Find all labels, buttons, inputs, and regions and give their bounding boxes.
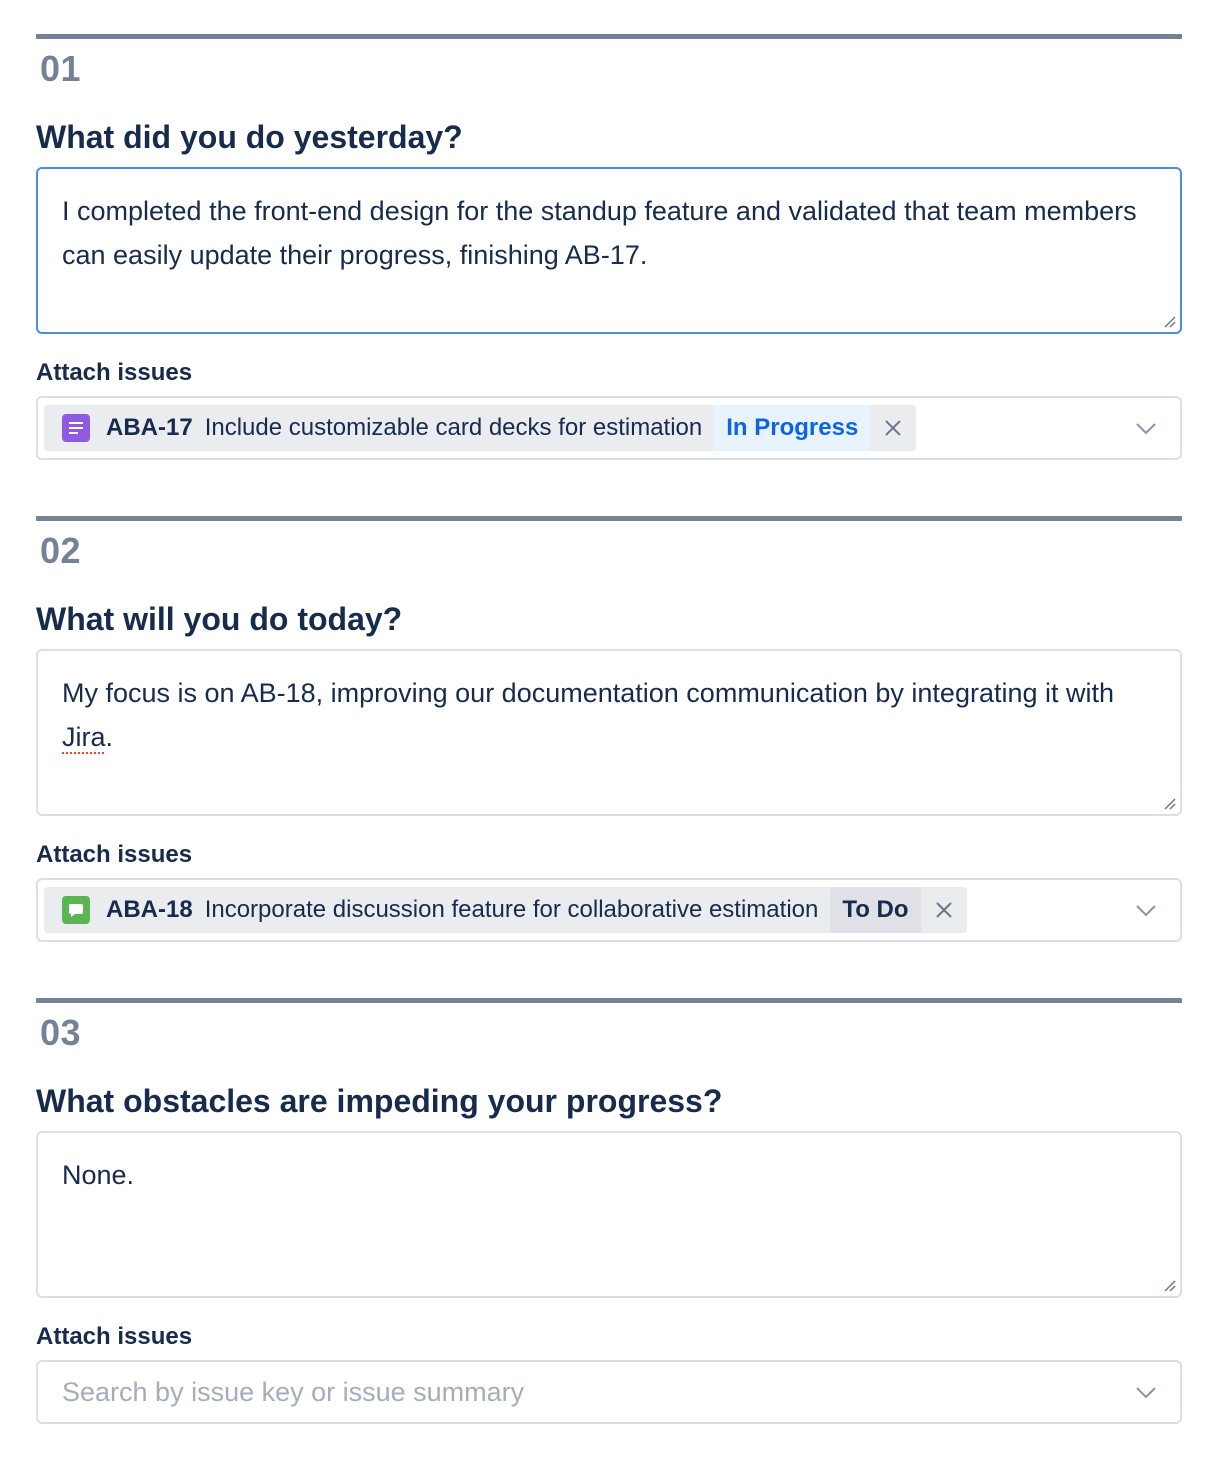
issue-summary: Include customizable card decks for estimation xyxy=(204,414,703,441)
section-divider xyxy=(36,34,1182,39)
question-heading: What obstacles are impeding your progress? xyxy=(36,1083,723,1119)
story-icon xyxy=(62,414,90,442)
question-heading: What will you do today? xyxy=(36,601,403,637)
issue-chip xyxy=(44,887,967,933)
attach-issues-select[interactable] xyxy=(36,878,1182,942)
issue-summary: Incorporate discussion feature for collaborative estimation xyxy=(204,896,819,923)
attach-issues-label: Attach issues xyxy=(36,841,193,868)
chevron-down-icon[interactable] xyxy=(1134,898,1158,922)
search-placeholder: Search by issue key or issue summary xyxy=(62,1376,525,1407)
section-number: 01 xyxy=(40,48,82,89)
chevron-down-icon[interactable] xyxy=(1134,416,1158,440)
chat-icon xyxy=(62,896,90,924)
attach-issues-label: Attach issues xyxy=(36,359,193,386)
standup-section-yesterday xyxy=(36,34,1182,460)
issue-key: ABA-18 xyxy=(106,896,193,923)
answer-text xyxy=(62,671,1156,759)
section-number: 02 xyxy=(40,530,82,571)
answer-textarea[interactable] xyxy=(36,167,1182,334)
answer-textarea[interactable] xyxy=(36,1131,1182,1298)
answer-text: None. xyxy=(62,1160,135,1190)
issue-key: ABA-17 xyxy=(106,414,193,441)
misspelled-word: Jira xyxy=(62,722,106,752)
answer-text-part2: . xyxy=(105,722,114,752)
attach-issues-label: Attach issues xyxy=(36,1323,193,1350)
close-icon xyxy=(884,419,902,437)
issue-chip xyxy=(44,405,916,451)
question-heading: What did you do yesterday? xyxy=(36,119,463,155)
issue-search-select[interactable] xyxy=(36,1360,1182,1424)
remove-issue-button[interactable] xyxy=(927,893,961,927)
remove-issue-button[interactable] xyxy=(876,411,910,445)
answer-textarea[interactable] xyxy=(36,649,1182,816)
answer-text-part1: My focus is on AB-18, improving our documentation communication by integrating it with xyxy=(62,678,1115,708)
resize-handle-icon[interactable] xyxy=(1160,1276,1176,1292)
standup-section-today xyxy=(36,516,1182,942)
status-badge: In Progress xyxy=(714,405,870,451)
section-divider xyxy=(36,516,1182,521)
close-icon xyxy=(935,901,953,919)
chevron-down-icon[interactable] xyxy=(1134,1380,1158,1404)
standup-section-obstacles xyxy=(36,998,1182,1424)
resize-handle-icon[interactable] xyxy=(1160,312,1176,328)
section-number: 03 xyxy=(40,1012,82,1053)
section-divider xyxy=(36,998,1182,1003)
status-badge: To Do xyxy=(830,887,920,933)
answer-text: I completed the front-end design for the standup feature and validated that team members can easily update their progress, finishing AB-17. xyxy=(62,196,1137,270)
attach-issues-select[interactable] xyxy=(36,396,1182,460)
resize-handle-icon[interactable] xyxy=(1160,794,1176,810)
